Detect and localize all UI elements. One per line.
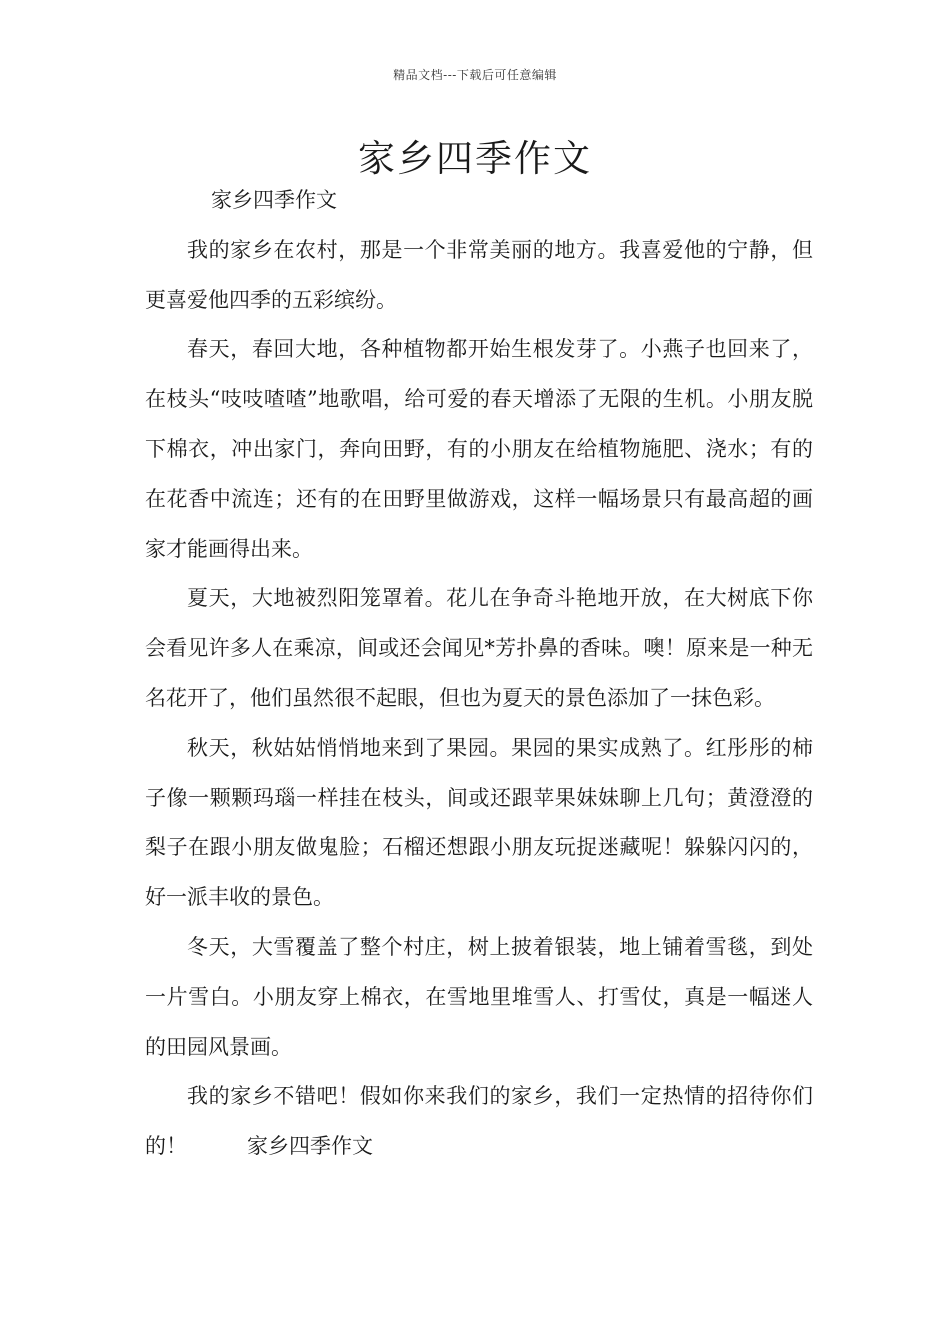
paragraph-winter: 冬天，大雪覆盖了整个村庄，树上披着银装，地上铺着雪毯，到处一片雪白。小朋友穿上棉衣，在雪地里堆雪人、打雪仗，真是一幅迷人的田园风景画。	[145, 934, 813, 1059]
document-title: 家乡四季作文	[358, 137, 592, 180]
tail-title: 家乡四季作文	[247, 1134, 373, 1159]
article-body	[145, 176, 813, 1172]
paragraph-conclusion	[145, 1072, 813, 1172]
article-subtitle: 家乡四季作文	[211, 188, 337, 212]
paragraph-summer: 夏天，大地被烈阳笼罩着。花儿在争奇斗艳地开放，在大树底下你会看见许多人在乘凉，间或还会闻见*芳扑鼻的香味。噢！原来是一种无名花开了，他们虽然很不起眼，但也为夏天的景色添加了一抹色彩。	[145, 586, 813, 710]
conclusion-text: 我的家乡不错吧！假如你来我们的家乡，我们一定热情的招待你们的！	[145, 1084, 813, 1159]
paragraph-spring: 春天，春回大地，各种植物都开始生根发芽了。小燕子也回来了，在枝头“吱吱喳喳”地歌唱，给可爱的春天增添了无限的生机。小朋友脱下棉衣，冲出家门，奔向田野，有的小朋友在给植物施肥、浇水；有的在花香中流连；还有的在田野里做游戏，这样一幅场景只有最高超的画家才能画得出来。	[145, 337, 813, 561]
paragraph-autumn: 秋天，秋姑姑悄悄地来到了果园。果园的果实成熟了。红彤彤的柿子像一颗颗玛瑙一样挂在枝头，间或还跟苹果妹妹聊上几句；黄澄澄的梨子在跟小朋友做鬼脸；石榴还想跟小朋友玩捉迷藏呢！躲躲闪闪的，好一派丰收的景色。	[145, 735, 813, 910]
paragraph-intro: 我的家乡在农村，那是一个非常美丽的地方。我喜爱他的宁静，但更喜爱他四季的五彩缤纷。	[145, 237, 813, 312]
header-note: 精品文档---下载后可任意编辑	[393, 68, 557, 82]
